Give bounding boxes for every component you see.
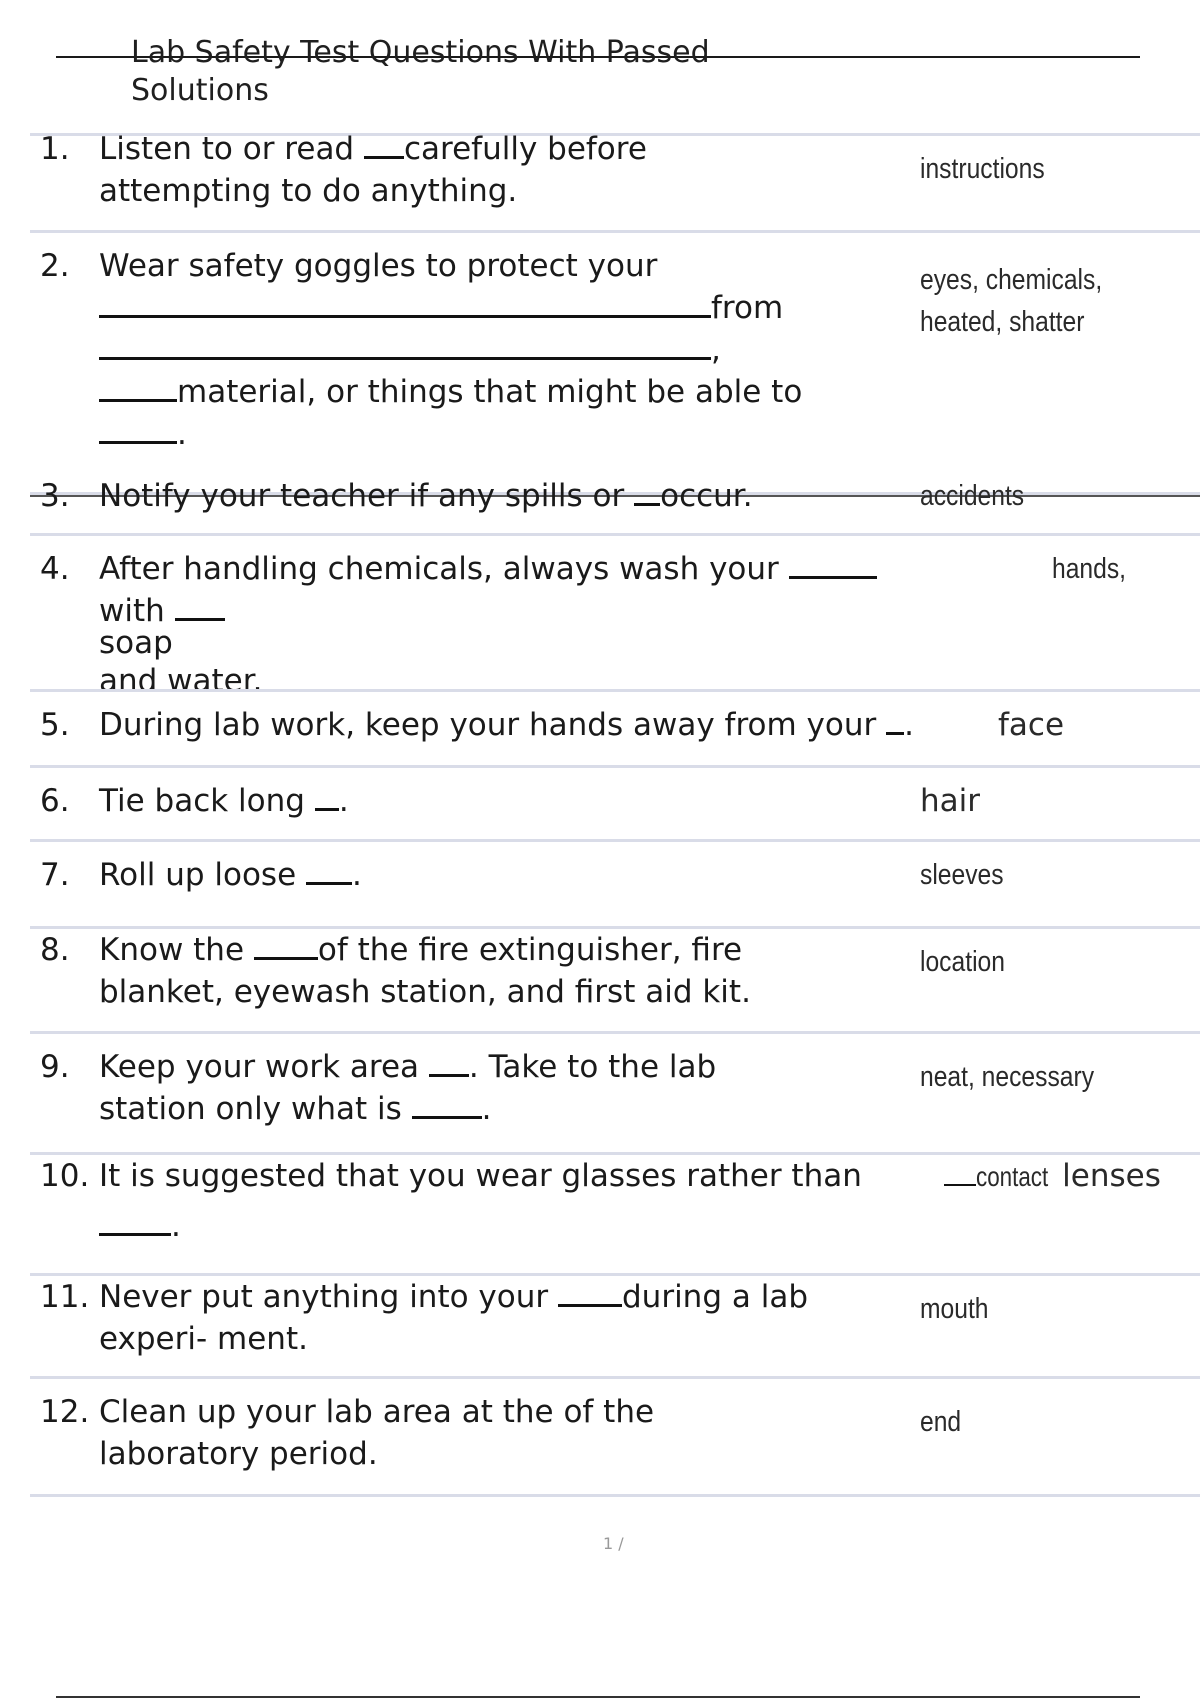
question-text: Wear safety goggles to protect your from , material, or things that might be able to .: [99, 248, 803, 452]
question-number: 2.: [40, 248, 70, 284]
answer-blank: [789, 550, 877, 579]
answer-text: neat, necessary: [920, 1061, 1095, 1093]
question-number: 4.: [40, 551, 70, 587]
question-number: 11.: [40, 1279, 90, 1315]
question-number: 3.: [40, 478, 70, 514]
answer-blank: [306, 856, 352, 885]
bottom-rule: [56, 1696, 1140, 1698]
answer-blank: [175, 592, 225, 621]
question-row-2: [30, 230, 1200, 492]
question-row-12: [30, 1376, 1200, 1497]
question-number: 8.: [40, 932, 70, 968]
answer-blank: [99, 415, 177, 444]
question-row-6: [30, 765, 1200, 839]
title-line-2: Solutions: [131, 73, 269, 108]
answer-blank: [886, 706, 904, 735]
question-row-3: [30, 478, 1200, 533]
question-number: 12.: [40, 1394, 90, 1430]
page-number: 1 /: [603, 1534, 624, 1553]
question-text: Know the of the fire extinguisher, fire blanket, eyewash station, and first aid kit.: [99, 932, 751, 1010]
answer-text: location: [920, 946, 1005, 978]
question-text: During lab work, keep your hands away from your .: [99, 707, 914, 743]
question-row-9: [30, 1031, 1200, 1152]
question-row-7: [30, 839, 1200, 926]
question-text: It is suggested that you wear glasses rather than .: [99, 1158, 862, 1244]
question-text: Keep your work area . Take to the lab station only what is .: [99, 1049, 717, 1127]
answer-blank: [364, 130, 404, 159]
answer-blank: [558, 1278, 622, 1307]
question-text: Notify your teacher if any spills or occur.: [99, 478, 753, 514]
question-text: After handling chemicals, always wash your with soap and water.: [99, 548, 939, 702]
question-row-5: [30, 689, 1200, 765]
question-number: 7.: [40, 857, 70, 893]
question-number: 1.: [40, 131, 70, 167]
question-list: [30, 133, 1200, 1497]
answer-text: instructions: [920, 153, 1045, 185]
answer-blank: [254, 931, 318, 960]
answer-text: end: [920, 1406, 962, 1438]
question-text: Clean up your lab area at the of the laboratory period.: [99, 1394, 655, 1472]
answer-text: face: [998, 707, 1065, 743]
question-row-1: [30, 133, 1200, 230]
answer-blank: [99, 331, 711, 360]
page-title: [131, 34, 831, 110]
question-number: 9.: [40, 1049, 70, 1085]
question-text: Roll up loose .: [99, 857, 362, 893]
question-number: 10.: [40, 1158, 90, 1194]
question-text: Listen to or read carefully before attempting to do anything.: [99, 131, 647, 209]
question-number: 6.: [40, 783, 70, 819]
answer-blank: [944, 1160, 976, 1186]
answer-text: hair: [920, 783, 981, 819]
answer-blank: [99, 373, 177, 402]
answer-text: mouth: [920, 1293, 989, 1325]
answer-text: hands,: [1052, 553, 1127, 585]
answer-blank: [429, 1048, 469, 1077]
question-row-4: [30, 533, 1200, 699]
answer-text: accidents: [920, 480, 1025, 512]
answer-blank: [315, 782, 339, 811]
answer-text: contact lenses: [944, 1155, 1174, 1198]
question-number: 5.: [40, 707, 70, 743]
question-text: Never put anything into your during a lab experi- ment.: [99, 1279, 808, 1357]
answer-blank: [412, 1090, 482, 1119]
question-text: Tie back long .: [99, 783, 349, 819]
answer-blank: [99, 1207, 171, 1236]
answer-blank: [99, 289, 711, 318]
question-row-10: [30, 1152, 1200, 1273]
answer-blank: [634, 477, 660, 506]
answer-text: eyes, chemicals, heated, shatter: [920, 264, 1103, 338]
answer-text: sleeves: [920, 859, 1004, 891]
title-line-1: Lab Safety Test Questions With Passed: [131, 35, 710, 70]
question-row-8: [30, 926, 1200, 1031]
question-row-11: [30, 1273, 1200, 1376]
